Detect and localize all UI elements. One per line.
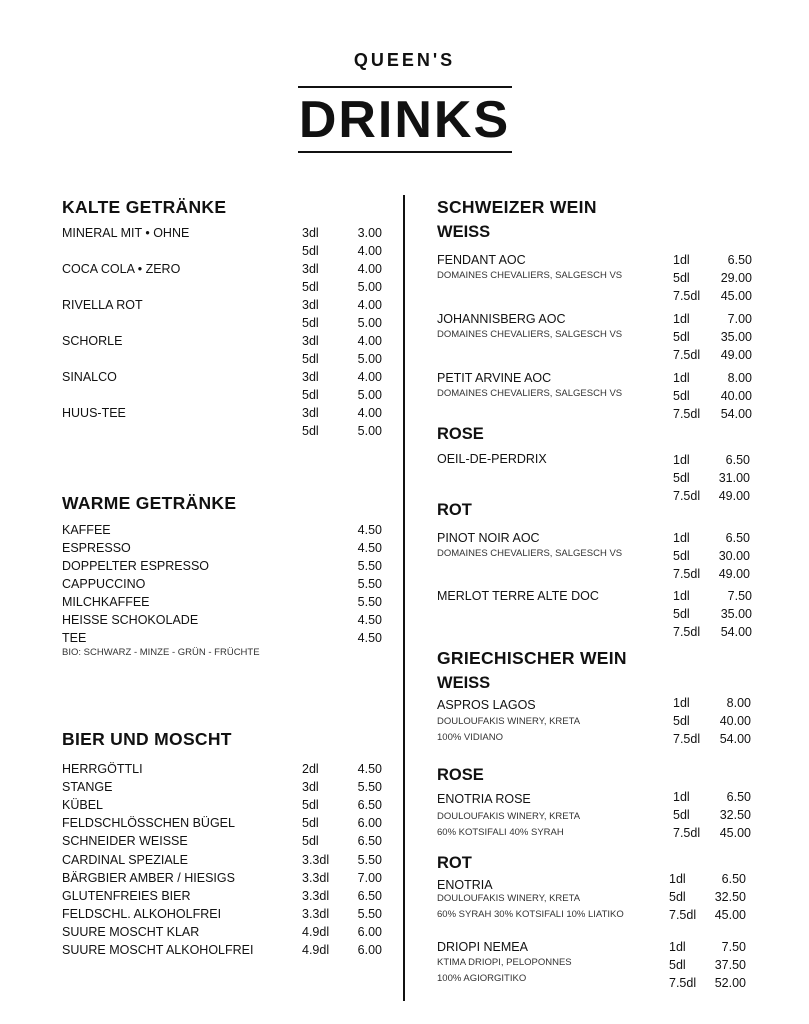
item-price: 6.50 bbox=[357, 798, 382, 813]
menu-item-name: KÜBEL bbox=[62, 798, 103, 813]
item-size: 3dl bbox=[302, 406, 319, 420]
wine-size: 7.5dl bbox=[673, 826, 701, 840]
item-price: 4.00 bbox=[357, 298, 382, 312]
menu-item-name: MILCHKAFFEE bbox=[62, 595, 150, 609]
wine-size: 1dl bbox=[673, 589, 690, 603]
item-price: 5.50 bbox=[357, 577, 382, 591]
wine-note: DOMAINES CHEVALIERS, SALGESCH VS bbox=[437, 329, 623, 340]
item-size: 3dl bbox=[302, 780, 319, 795]
menu-item-name: BÄRGBIER AMBER / HIESIGS bbox=[62, 870, 235, 885]
wine-size: 7.5dl bbox=[669, 908, 697, 922]
wine-size: 1dl bbox=[673, 790, 690, 804]
wine-size: 5dl bbox=[673, 549, 690, 563]
item-size: 2dl bbox=[302, 762, 319, 776]
wine-name: OEIL-DE-PERDRIX bbox=[437, 452, 547, 466]
wine-size: 7.5dl bbox=[673, 625, 701, 639]
menu-item-name: HERRGÖTTLI bbox=[62, 762, 143, 776]
wine-price: 7.50 bbox=[721, 940, 746, 954]
item-size: 5dl bbox=[302, 798, 319, 813]
item-price: 4.00 bbox=[357, 262, 382, 276]
wine-price: 8.00 bbox=[726, 696, 751, 710]
wine-size: 7.5dl bbox=[673, 489, 701, 503]
item-price: 6.50 bbox=[357, 834, 382, 849]
menu-item-name: KAFFEE bbox=[62, 523, 111, 537]
wine-name: PINOT NOIR AOC bbox=[437, 531, 540, 545]
wine-size: 7.5dl bbox=[673, 732, 701, 746]
item-size: 5dl bbox=[302, 352, 319, 366]
wine-price: 32.50 bbox=[714, 890, 746, 904]
wine-price: 49.00 bbox=[720, 348, 752, 362]
wine-size: 1dl bbox=[669, 940, 686, 954]
wine-note: DOULOUFAKIS WINERY, KRETA bbox=[437, 893, 581, 904]
wine-size: 7.5dl bbox=[673, 348, 701, 362]
wine-size: 1dl bbox=[673, 253, 690, 267]
wine-note: 60% SYRAH 30% KOTSIFALI 10% LIATIKO bbox=[437, 909, 624, 920]
item-price: 5.00 bbox=[357, 280, 382, 294]
wine-size: 5dl bbox=[673, 714, 690, 728]
wine-size: 5dl bbox=[669, 890, 686, 904]
header-rule-bottom bbox=[298, 151, 512, 153]
menu-item-name: RIVELLA ROT bbox=[62, 298, 143, 312]
wine-price: 30.00 bbox=[718, 549, 750, 563]
menu-item-name: STANGE bbox=[62, 780, 113, 795]
section-title: BIER UND MOSCHT bbox=[62, 729, 232, 749]
wine-price: 7.50 bbox=[727, 589, 752, 603]
wine-size: 1dl bbox=[673, 531, 690, 545]
item-price: 6.00 bbox=[357, 816, 382, 831]
item-size: 3.3dl bbox=[302, 870, 330, 885]
wine-price: 6.50 bbox=[721, 872, 746, 886]
wine-price: 35.00 bbox=[720, 607, 752, 621]
subsection-title: WEISS bbox=[437, 674, 491, 692]
item-price: 3.00 bbox=[357, 226, 382, 240]
item-price: 5.50 bbox=[357, 595, 382, 609]
wine-price: 6.50 bbox=[725, 531, 750, 545]
item-size: 3dl bbox=[302, 226, 319, 240]
wine-price: 54.00 bbox=[720, 407, 752, 421]
brand-subtitle: QUEEN'S bbox=[353, 50, 456, 70]
menu-item-name: DOPPELTER ESPRESSO bbox=[62, 559, 210, 573]
wine-size: 1dl bbox=[673, 371, 690, 385]
item-size: 3.3dl bbox=[302, 852, 330, 867]
item-price: 6.50 bbox=[357, 888, 382, 903]
wine-price: 40.00 bbox=[719, 714, 751, 728]
wine-name: JOHANNISBERG AOC bbox=[437, 312, 566, 326]
wine-price: 31.00 bbox=[718, 471, 750, 485]
wine-size: 7.5dl bbox=[673, 567, 701, 581]
menu-item-name: COCA COLA • ZERO bbox=[62, 262, 181, 276]
item-size: 5dl bbox=[302, 424, 319, 438]
wine-price: 6.50 bbox=[726, 790, 751, 804]
menu-item-name: FELDSCHL. ALKOHOLFREI bbox=[62, 906, 222, 921]
section-title: GRIECHISCHER WEIN bbox=[437, 648, 627, 668]
wine-price: 54.00 bbox=[719, 732, 751, 746]
menu-item-name: GLUTENFREIES BIER bbox=[62, 888, 191, 903]
section-title: SCHWEIZER WEIN bbox=[437, 197, 597, 217]
item-size: 3dl bbox=[302, 370, 319, 384]
wine-size: 1dl bbox=[673, 696, 690, 710]
subsection-title: ROT bbox=[437, 501, 472, 519]
item-size: 3dl bbox=[302, 334, 319, 348]
wine-note: DOMAINES CHEVALIERS, SALGESCH VS bbox=[437, 270, 623, 281]
item-size: 3dl bbox=[302, 262, 319, 276]
wine-price: 7.00 bbox=[727, 312, 752, 326]
wine-price: 40.00 bbox=[720, 389, 752, 403]
item-size: 3.3dl bbox=[302, 906, 330, 921]
header-rule-top bbox=[298, 86, 512, 88]
subsection-title: ROT bbox=[437, 854, 472, 872]
wine-price: 6.50 bbox=[727, 253, 752, 267]
wine-size: 1dl bbox=[673, 453, 690, 467]
item-size: 5dl bbox=[302, 316, 319, 330]
item-price: 4.00 bbox=[357, 244, 382, 258]
wine-name: MERLOT TERRE ALTE DOC bbox=[437, 589, 599, 603]
wine-note: DOMAINES CHEVALIERS, SALGESCH VS bbox=[437, 548, 623, 559]
menu-item-name: TEE bbox=[62, 631, 87, 645]
wine-note: 60% KOTSIFALI 40% SYRAH bbox=[437, 827, 564, 838]
item-note: BIO: SCHWARZ - MINZE - GRÜN - FRÜCHTE bbox=[62, 647, 260, 658]
menu-item-name: MINERAL MIT • OHNE bbox=[62, 226, 190, 240]
wine-name: ASPROS LAGOS bbox=[437, 698, 536, 712]
item-price: 5.50 bbox=[357, 906, 382, 921]
item-price: 5.00 bbox=[357, 424, 382, 438]
item-price: 4.00 bbox=[357, 370, 382, 384]
item-price: 5.00 bbox=[357, 352, 382, 366]
subsection-title: ROSE bbox=[437, 766, 484, 784]
item-price: 4.50 bbox=[357, 613, 382, 627]
wine-size: 1dl bbox=[669, 872, 686, 886]
wine-note: KTIMA DRIOPI, PELOPONNES bbox=[437, 957, 572, 968]
menu-item-name: CAPPUCCINO bbox=[62, 577, 146, 591]
item-size: 5dl bbox=[302, 280, 319, 294]
menu-item-name: HEISSE SCHOKOLADE bbox=[62, 613, 199, 627]
wine-price: 54.00 bbox=[720, 625, 752, 639]
item-size: 4.9dl bbox=[302, 924, 330, 939]
wine-size: 7.5dl bbox=[669, 976, 697, 990]
wine-price: 35.00 bbox=[720, 330, 752, 344]
wine-price: 49.00 bbox=[718, 489, 750, 503]
section-title: WARME GETRÄNKE bbox=[62, 493, 237, 513]
menu-item-name: SUURE MOSCHT KLAR bbox=[62, 924, 200, 939]
menu-item-name: CARDINAL SPEZIALE bbox=[62, 852, 188, 867]
page-title: DRINKS bbox=[298, 91, 511, 149]
item-size: 3.3dl bbox=[302, 888, 330, 903]
item-price: 5.50 bbox=[357, 780, 382, 795]
wine-size: 1dl bbox=[673, 312, 690, 326]
wine-name: PETIT ARVINE AOC bbox=[437, 371, 552, 385]
menu-item-name: SUURE MOSCHT ALKOHOLFREI bbox=[62, 943, 254, 957]
item-size: 5dl bbox=[302, 834, 319, 849]
item-price: 6.00 bbox=[357, 943, 382, 957]
wine-size: 7.5dl bbox=[673, 289, 701, 303]
menu-item-name: ESPRESSO bbox=[62, 541, 131, 555]
menu-item-name: FELDSCHLÖSSCHEN BÜGEL bbox=[62, 816, 235, 831]
wine-note: DOULOUFAKIS WINERY, KRETA bbox=[437, 716, 581, 727]
wine-size: 5dl bbox=[673, 389, 690, 403]
wine-note: 100% AGIORGITIKO bbox=[437, 973, 527, 984]
item-price: 4.50 bbox=[357, 523, 382, 537]
item-size: 3dl bbox=[302, 298, 319, 312]
wine-size: 7.5dl bbox=[673, 407, 701, 421]
wine-price: 32.50 bbox=[719, 808, 751, 822]
wine-price: 49.00 bbox=[718, 567, 750, 581]
item-price: 4.50 bbox=[357, 762, 382, 776]
subsection-title: WEISS bbox=[437, 223, 491, 241]
menu-item-name: HUUS-TEE bbox=[62, 406, 126, 420]
item-price: 4.50 bbox=[357, 541, 382, 555]
item-price: 5.50 bbox=[357, 559, 382, 573]
wine-size: 5dl bbox=[673, 271, 690, 285]
subsection-title: ROSE bbox=[437, 425, 484, 443]
wine-price: 52.00 bbox=[714, 976, 746, 990]
item-price: 6.00 bbox=[357, 924, 382, 939]
item-size: 4.9dl bbox=[302, 943, 330, 957]
wine-name: DRIOPI NEMEA bbox=[437, 940, 528, 954]
item-price: 5.50 bbox=[357, 852, 382, 867]
wine-price: 37.50 bbox=[714, 958, 746, 972]
wine-note: DOULOUFAKIS WINERY, KRETA bbox=[437, 811, 581, 822]
wine-note: DOMAINES CHEVALIERS, SALGESCH VS bbox=[437, 388, 623, 399]
wine-price: 45.00 bbox=[714, 908, 746, 922]
wine-name: ENOTRIA ROSE bbox=[437, 792, 531, 806]
menu-item-name: SCHNEIDER WEISSE bbox=[62, 834, 188, 849]
item-price: 5.00 bbox=[357, 316, 382, 330]
wine-price: 8.00 bbox=[727, 371, 752, 385]
wine-size: 5dl bbox=[673, 471, 690, 485]
wine-size: 5dl bbox=[673, 607, 690, 621]
menu-item-name: SINALCO bbox=[62, 370, 117, 384]
wine-name: ENOTRIA bbox=[437, 878, 493, 892]
item-price: 7.00 bbox=[357, 870, 382, 885]
section-title: KALTE GETRÄNKE bbox=[62, 197, 227, 217]
wine-note: 100% VIDIANO bbox=[437, 732, 503, 743]
wine-price: 6.50 bbox=[725, 453, 750, 467]
wine-name: FENDANT AOC bbox=[437, 253, 526, 267]
item-price: 5.00 bbox=[357, 388, 382, 402]
item-price: 4.00 bbox=[357, 334, 382, 348]
wine-size: 5dl bbox=[673, 330, 690, 344]
item-price: 4.00 bbox=[357, 406, 382, 420]
item-price: 4.50 bbox=[357, 631, 382, 645]
wine-price: 29.00 bbox=[720, 271, 752, 285]
wine-size: 5dl bbox=[673, 808, 690, 822]
wine-size: 5dl bbox=[669, 958, 686, 972]
wine-price: 45.00 bbox=[720, 289, 752, 303]
menu-item-name: SCHORLE bbox=[62, 334, 123, 348]
item-size: 5dl bbox=[302, 244, 319, 258]
item-size: 5dl bbox=[302, 816, 319, 831]
column-divider bbox=[403, 195, 405, 1001]
item-size: 5dl bbox=[302, 388, 319, 402]
wine-price: 45.00 bbox=[719, 826, 751, 840]
